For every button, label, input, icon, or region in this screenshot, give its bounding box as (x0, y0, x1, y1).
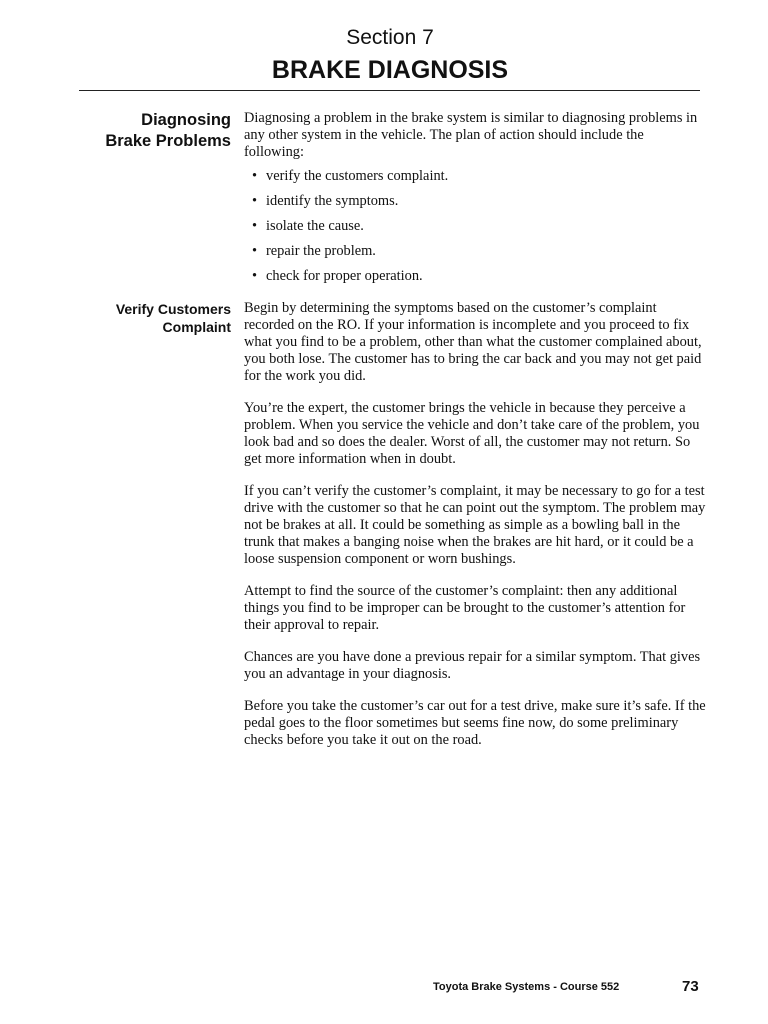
list-item (244, 218, 706, 235)
paragraph: You’re the expert, the customer brings the vehicle in because they perceive a problem. When you service the vehicle and don’t take care of the problem, you look bad and so does the dealer. Worst of all, the customer may not return. So get more information when in doubt. (244, 400, 700, 467)
list-item (244, 168, 706, 185)
paragraph: Begin by determining the symptoms based on the customer’s complaint recorded on the RO. If your information is incomplete and you proceed to fix what you find to be a problem, other than what the customer complained about, you both lose. The customer has to bring the car back and you may not get paid for the work you did. (244, 300, 702, 384)
side-heading-verify (60, 300, 231, 336)
action-plan-list (244, 168, 706, 285)
list-item-text: check for proper operation. (266, 268, 423, 284)
bullet-icon: • (252, 243, 258, 259)
footer-course-title: Toyota Brake Systems - Course 552 (433, 981, 620, 993)
diagnosing-body (244, 110, 706, 293)
side-heading-line: Complaint (162, 319, 231, 336)
list-item-text: isolate the cause. (266, 218, 364, 234)
bullet-icon: • (252, 168, 258, 184)
side-heading-line: Brake Problems (105, 132, 231, 151)
page-number: 73 (682, 978, 699, 995)
header-rule (79, 90, 700, 91)
section-label: Section 7 (346, 26, 434, 49)
paragraph: Before you take the customer’s car out for a test drive, make sure it’s safe. If the pedal goes to the floor sometimes but seems fine now, do some preliminary checks before you take it out on the road. (244, 698, 706, 748)
list-item-text: repair the problem. (266, 243, 376, 259)
side-heading-line: Verify Customers (115, 301, 231, 317)
page-title: BRAKE DIAGNOSIS (271, 56, 509, 84)
list-item-text: verify the customers complaint. (266, 168, 449, 184)
paragraph: Attempt to find the source of the customer’s complaint: then any additional things you find to be improper can be brought to the customer’s attention for their approval to repair. (244, 583, 686, 633)
paragraph: Chances are you have done a previous repair for a similar symptom. That gives you an advantage in your diagnosis. (244, 649, 701, 682)
list-item (244, 243, 706, 260)
list-item (244, 193, 706, 210)
intro-paragraph: Diagnosing a problem in the brake system is similar to diagnosing problems in any other system in the vehicle. The plan of action should include the following: (244, 110, 698, 160)
verify-body (244, 300, 706, 764)
list-item (244, 268, 706, 285)
bullet-icon: • (252, 193, 258, 209)
bullet-icon: • (252, 218, 258, 234)
list-item-text: identify the symptoms. (266, 193, 399, 209)
side-heading-line: Diagnosing (141, 111, 231, 129)
side-heading-diagnosing (60, 110, 231, 152)
paragraph: If you can’t verify the customer’s complaint, it may be necessary to go for a test drive with the customer so that he can point out the symptom. The problem may not be brakes at all. It could be something as simple as a bowling ball in the trunk that makes a banging noise when the brakes are hit hard, or it could be a loose suspension component or worn bushings. (244, 483, 706, 567)
bullet-icon: • (252, 268, 258, 284)
